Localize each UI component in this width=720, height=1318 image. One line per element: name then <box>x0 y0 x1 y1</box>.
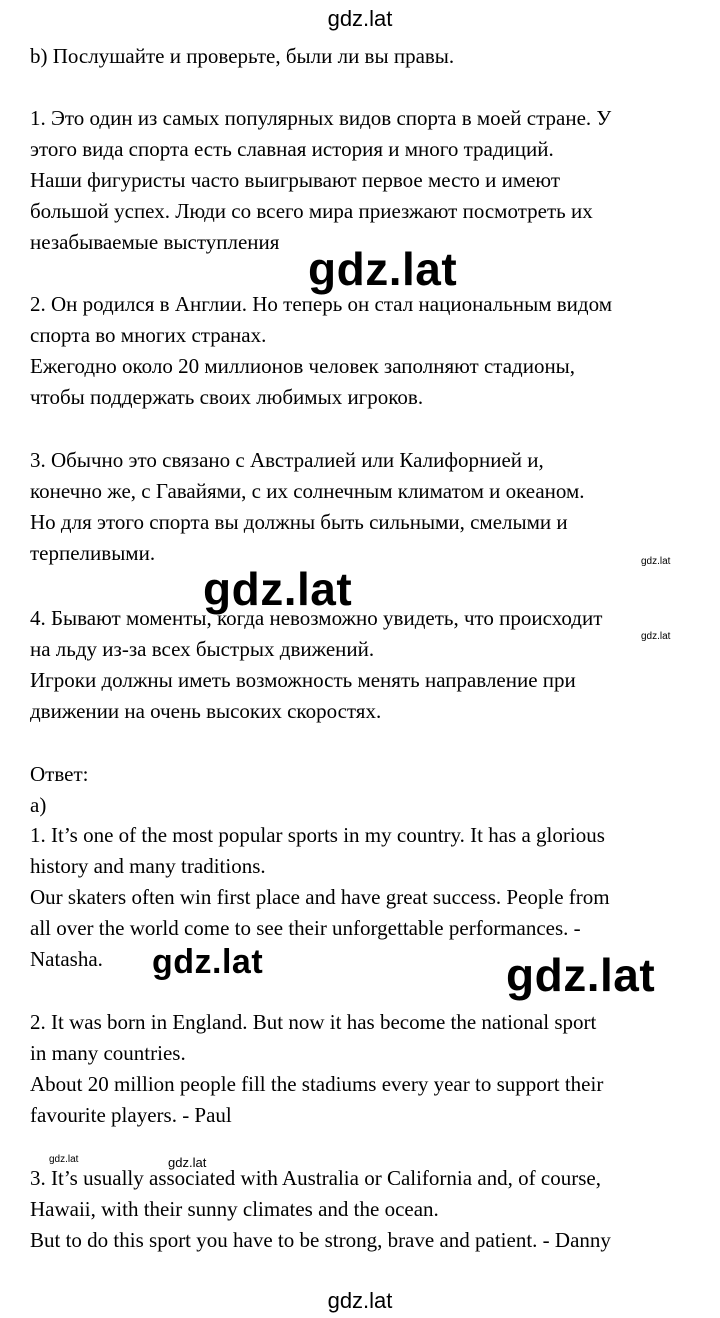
text-line: 2. Он родился в Англии. Но теперь он стал национальным видом <box>30 292 612 316</box>
text-line: 2. It was born in England. But now it has become the national sport <box>30 1010 597 1034</box>
text-line: Наши фигуристы часто выигрывают первое место и имеют <box>30 168 561 192</box>
task-instruction <box>30 41 700 72</box>
instruction-line: b) Послушайте и проверьте, были ли вы правы. <box>30 44 455 68</box>
text-line: чтобы поддержать своих любимых игроков. <box>30 385 424 409</box>
text-line: About 20 million people fill the stadiums every year to support their <box>30 1072 604 1096</box>
text-line: favourite players. - Paul <box>30 1103 232 1127</box>
watermark-large: gdz.lat <box>308 243 458 295</box>
text-line: конечно же, с Гавайями, с их солнечным климатом и океаном. <box>30 479 585 503</box>
russian-paragraph-1 <box>30 103 700 258</box>
text-line: 1. It’s one of the most popular sports in my country. It has a glorious <box>30 823 605 847</box>
watermark-small: gdz.lat <box>168 1155 207 1170</box>
text-line: движении на очень высоких скоростях. <box>30 699 382 723</box>
footer-watermark: gdz.lat <box>327 1288 393 1313</box>
answer-heading <box>30 759 700 821</box>
text-line: на льду из-за всех быстрых движений. <box>30 637 375 661</box>
watermark-large: gdz.lat <box>506 949 656 1001</box>
russian-paragraph-4 <box>30 603 700 727</box>
watermark-tiny: gdz.lat <box>641 556 671 567</box>
text-line: Hawaii, with their sunny climates and the ocean. <box>30 1197 439 1221</box>
russian-paragraph-2 <box>30 289 700 413</box>
text-line: 3. Обычно это связано с Австралией или Калифорнией и, <box>30 448 544 472</box>
answer-paragraph-3 <box>30 1163 700 1256</box>
watermark-medium: gdz.lat <box>152 943 264 981</box>
watermark-tiny: gdz.lat <box>49 1154 79 1165</box>
text-line: 3. It’s usually associated with Australia or California and, of course, <box>30 1166 601 1190</box>
text-line: этого вида спорта есть славная история и много традиций. <box>30 137 554 161</box>
text-line: all over the world come to see their unforgettable performances. - <box>30 916 581 940</box>
text-line: Игроки должны иметь возможность менять направление при <box>30 668 576 692</box>
text-line: 4. Бывают моменты, когда невозможно увидеть, что происходит <box>30 606 603 630</box>
text-line: спорта во многих странах. <box>30 323 267 347</box>
text-line: 1. Это один из самых популярных видов спорта в моей стране. У <box>30 106 612 130</box>
header-watermark: gdz.lat <box>327 6 393 31</box>
text-line: незабываемые выступления <box>30 230 280 254</box>
watermark-tiny: gdz.lat <box>641 631 671 642</box>
text-line: терпеливыми. <box>30 541 156 565</box>
text-line: Но для этого спорта вы должны быть сильными, смелыми и <box>30 510 568 534</box>
text-line: But to do this sport you have to be strong, brave and patient. - Danny <box>30 1228 611 1252</box>
text-line: Our skaters often win first place and have great success. People from <box>30 885 610 909</box>
answer-paragraph-2 <box>30 1007 700 1131</box>
text-line: in many countries. <box>30 1041 186 1065</box>
russian-paragraph-3 <box>30 445 700 569</box>
text-line: большой успех. Люди со всего мира приезжают посмотреть их <box>30 199 593 223</box>
text-line: Ежегодно около 20 миллионов человек заполняют стадионы, <box>30 354 576 378</box>
watermark-large: gdz.lat <box>203 563 353 615</box>
text-line: history and many traditions. <box>30 854 266 878</box>
text-line: Natasha. <box>30 947 103 971</box>
answer-sub-label: a) <box>30 793 47 817</box>
answer-label: Ответ: <box>30 762 89 786</box>
